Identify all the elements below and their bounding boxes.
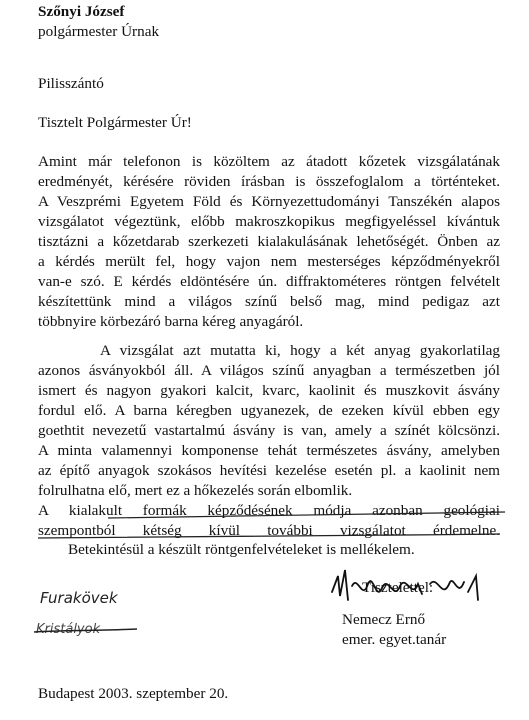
paragraph-line: a kérdés merült fel, hogy vajon nem mesterséges képződményekről (38, 253, 500, 270)
paragraph-line: goethtit nevezetű vastartalmú ásvány is van, amely a színét kölcsönzi. (38, 422, 500, 439)
paragraph-line: szempontból kétség kívül további vizsgálatot érdemelne. (38, 522, 500, 539)
paragraph-line: az építő anyagok szokásos hevítési kezelése esetén pl. a kaolinit nem (38, 462, 500, 479)
paragraph-line: A kialakult formák képződésének módja azonban geológiai (38, 502, 500, 519)
recipient-city: Pilisszántó (38, 75, 104, 92)
paragraph-line: többnyire körbezáró barna kéreg anyagáról. (38, 313, 304, 330)
paragraph-line: vizsgálatot végeztünk, előbb makroszkopikus megfigyeléssel kívántuk (38, 213, 500, 230)
strike-line (32, 626, 142, 636)
paragraph-line: Amint már telefonon is közöltem az átadott kőzetek vizsgálatának (38, 153, 500, 170)
paragraph-line: A minta valamennyi komponense tehát természetes ásvány, amelyben (38, 442, 500, 459)
salutation: Tisztelt Polgármester Úr! (38, 114, 192, 131)
recipient-title: polgármester Úrnak (38, 23, 160, 40)
handwritten-note: Furakövek (40, 589, 118, 607)
place-date: Budapest 2003. szeptember 20. (38, 685, 229, 702)
handwritten-strike: Kristályok (36, 622, 101, 637)
closing: Tisztelettel: (362, 579, 434, 596)
paragraph-line: ismert és nagyon gyakori kalcit, kvarc, kaolinit és muszkovit ásvány (38, 382, 500, 399)
recipient-name: Szőnyi József (38, 3, 125, 20)
paragraph-line: fordul elő. A barna kéregben ugyanezek, de ezeken kívül ebben egy (38, 402, 500, 419)
signer-title: emer. egyet.tanár (342, 631, 447, 648)
paragraph-line: azonos ásványokból áll. A világos színű anyagban a természetben jól (38, 362, 500, 379)
paragraph-line: eredményét, kérésére röviden írásban is összefoglalom a történteket. (38, 173, 500, 190)
paragraph-line: van-e szó. E kérdés eldöntésére ún. diffraktométeres röntgen felvételt (38, 273, 500, 290)
paragraph-line: folrulhatna elő, mert ez a hőkezelés során elbomlik. (38, 482, 353, 499)
paragraph-line: tisztázni a kőzetdarab szerkezeti kialakulásának lehetőségét. Önben az (38, 233, 500, 250)
signature (318, 562, 498, 612)
paragraph-line: készítettünk mind a világos színű belső mag, mind pedigaz azt (38, 293, 500, 310)
signer-name: Nemecz Ernő (342, 611, 426, 628)
paragraph-line: A Veszprémi Egyetem Föld és Környezettudományi Tanszékén alapos (38, 193, 500, 210)
attachment-line: Betekintésül a készült röntgenfelvételeket is mellékelem. (68, 541, 415, 558)
paragraph-line: A vizsgálat azt mutatta ki, hogy a két anyag gyakorlatilag (100, 342, 500, 359)
